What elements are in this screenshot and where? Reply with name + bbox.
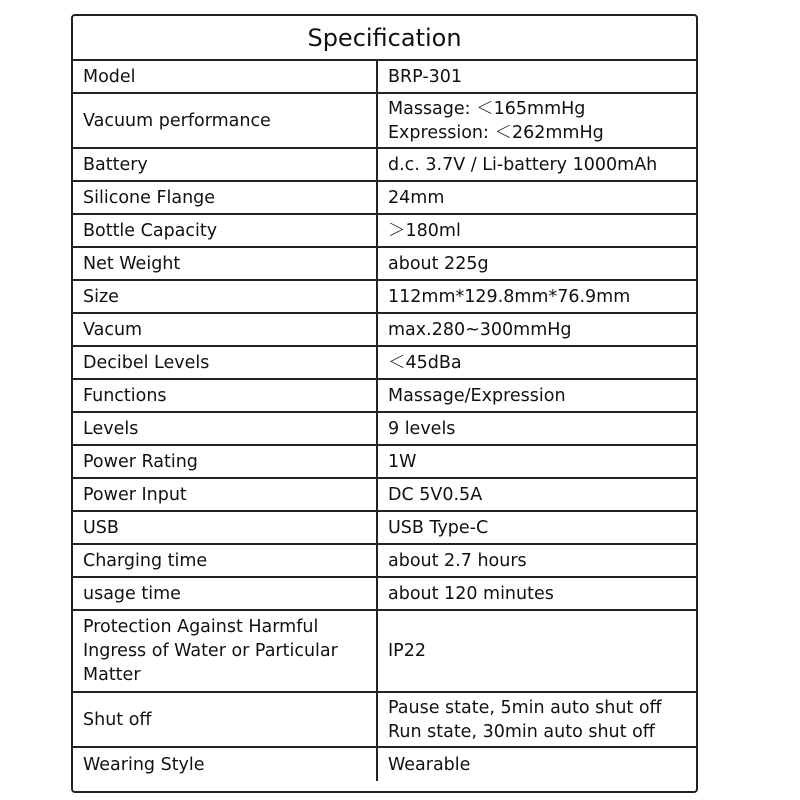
table-row	[73, 182, 696, 215]
spec-value: d.c. 3.7V / Li-battery 1000mAh	[388, 154, 658, 175]
spec-label: Shut off	[83, 709, 152, 730]
table-row	[73, 215, 696, 248]
table-row	[73, 94, 696, 149]
table-row	[73, 512, 696, 545]
spec-label: Vacum	[83, 319, 143, 340]
spec-label-cell	[73, 446, 378, 477]
spec-value: Run state, 30min auto shut off	[388, 721, 655, 742]
spec-label: USB	[83, 517, 119, 538]
spec-value-cell	[378, 446, 696, 477]
spec-value-cell	[378, 578, 696, 609]
spec-label: Size	[83, 286, 119, 307]
spec-label: Protection Against Harmful	[83, 617, 319, 637]
spec-label-cell	[73, 61, 378, 92]
spec-label-cell	[73, 248, 378, 279]
spec-value: USB Type-C	[388, 517, 489, 538]
spec-label-cell	[73, 281, 378, 312]
spec-value-cell	[378, 248, 696, 279]
spec-label: Bottle Capacity	[83, 220, 218, 241]
table-title: Specification	[73, 16, 696, 61]
spec-label-cell	[73, 149, 378, 180]
spec-value: Pause state, 5min auto shut off	[388, 697, 662, 718]
table-row	[73, 61, 696, 94]
table-row	[73, 149, 696, 182]
spec-value: about 225g	[388, 253, 489, 274]
spec-value: about 2.7 hours	[388, 550, 527, 571]
spec-value: Wearable	[388, 754, 471, 775]
spec-value: ＜45dBa	[388, 352, 462, 373]
spec-rows	[73, 61, 696, 791]
spec-label-cell	[73, 611, 378, 691]
spec-value: max.280~300mmHg	[388, 319, 572, 340]
spec-value-cell	[378, 149, 696, 180]
spec-label-cell	[73, 215, 378, 246]
table-row	[73, 281, 696, 314]
spec-value: BRP-301	[388, 66, 463, 87]
spec-label-cell	[73, 314, 378, 345]
spec-label: Matter	[83, 665, 141, 685]
spec-label: Silicone Flange	[83, 187, 216, 208]
spec-label: Wearing Style	[83, 754, 205, 775]
spec-value: 9 levels	[388, 418, 456, 439]
spec-table	[71, 14, 698, 793]
table-row	[73, 748, 696, 781]
table-row	[73, 578, 696, 611]
table-row	[73, 611, 696, 693]
spec-value-cell	[378, 611, 696, 691]
spec-value-cell	[378, 347, 696, 378]
spec-label: Net Weight	[83, 253, 181, 274]
spec-label-cell	[73, 479, 378, 510]
table-row	[73, 347, 696, 380]
spec-value: IP22	[388, 641, 426, 661]
spec-value: Massage: ＜165mmHg	[388, 98, 586, 119]
spec-value-cell	[378, 748, 696, 781]
spec-value-cell	[378, 182, 696, 213]
spec-value-cell	[378, 61, 696, 92]
spec-label: Vacuum performance	[83, 110, 271, 131]
spec-label: Model	[83, 66, 136, 87]
spec-value-cell	[378, 281, 696, 312]
spec-value-cell	[378, 545, 696, 576]
table-row	[73, 314, 696, 347]
spec-value-cell	[378, 693, 696, 746]
spec-value: ＞180ml	[388, 220, 461, 241]
spec-value: Expression: ＜262mmHg	[388, 122, 604, 143]
spec-label-cell	[73, 748, 378, 781]
spec-value-cell	[378, 512, 696, 543]
spec-label-cell	[73, 380, 378, 411]
spec-value: 1W	[388, 451, 417, 472]
table-row	[73, 413, 696, 446]
spec-value: 24mm	[388, 187, 445, 208]
table-row	[73, 693, 696, 748]
spec-label: Levels	[83, 418, 139, 439]
table-row	[73, 380, 696, 413]
spec-label: Functions	[83, 385, 167, 406]
spec-label: Power Input	[83, 484, 187, 505]
spec-label-cell	[73, 693, 378, 746]
table-row	[73, 248, 696, 281]
spec-value-cell	[378, 479, 696, 510]
table-row	[73, 446, 696, 479]
spec-label: Battery	[83, 154, 148, 175]
spec-label: Charging time	[83, 550, 208, 571]
spec-label-cell	[73, 545, 378, 576]
spec-label-cell	[73, 413, 378, 444]
spec-value-cell	[378, 215, 696, 246]
table-row	[73, 545, 696, 578]
spec-value-cell	[378, 94, 696, 147]
spec-value: 112mm*129.8mm*76.9mm	[388, 286, 631, 307]
table-row	[73, 479, 696, 512]
spec-label: Ingress of Water or Particular	[83, 641, 338, 661]
spec-value-cell	[378, 380, 696, 411]
spec-label-cell	[73, 512, 378, 543]
spec-label-cell	[73, 347, 378, 378]
spec-value-cell	[378, 314, 696, 345]
spec-label: Power Rating	[83, 451, 198, 472]
spec-label: usage time	[83, 583, 181, 604]
spec-value-cell	[378, 413, 696, 444]
spec-label-cell	[73, 578, 378, 609]
spec-value: about 120 minutes	[388, 583, 554, 604]
spec-value: Massage/Expression	[388, 385, 566, 406]
spec-label-cell	[73, 94, 378, 147]
spec-value: DC 5V0.5A	[388, 484, 483, 505]
spec-label-cell	[73, 182, 378, 213]
spec-label: Decibel Levels	[83, 352, 210, 373]
